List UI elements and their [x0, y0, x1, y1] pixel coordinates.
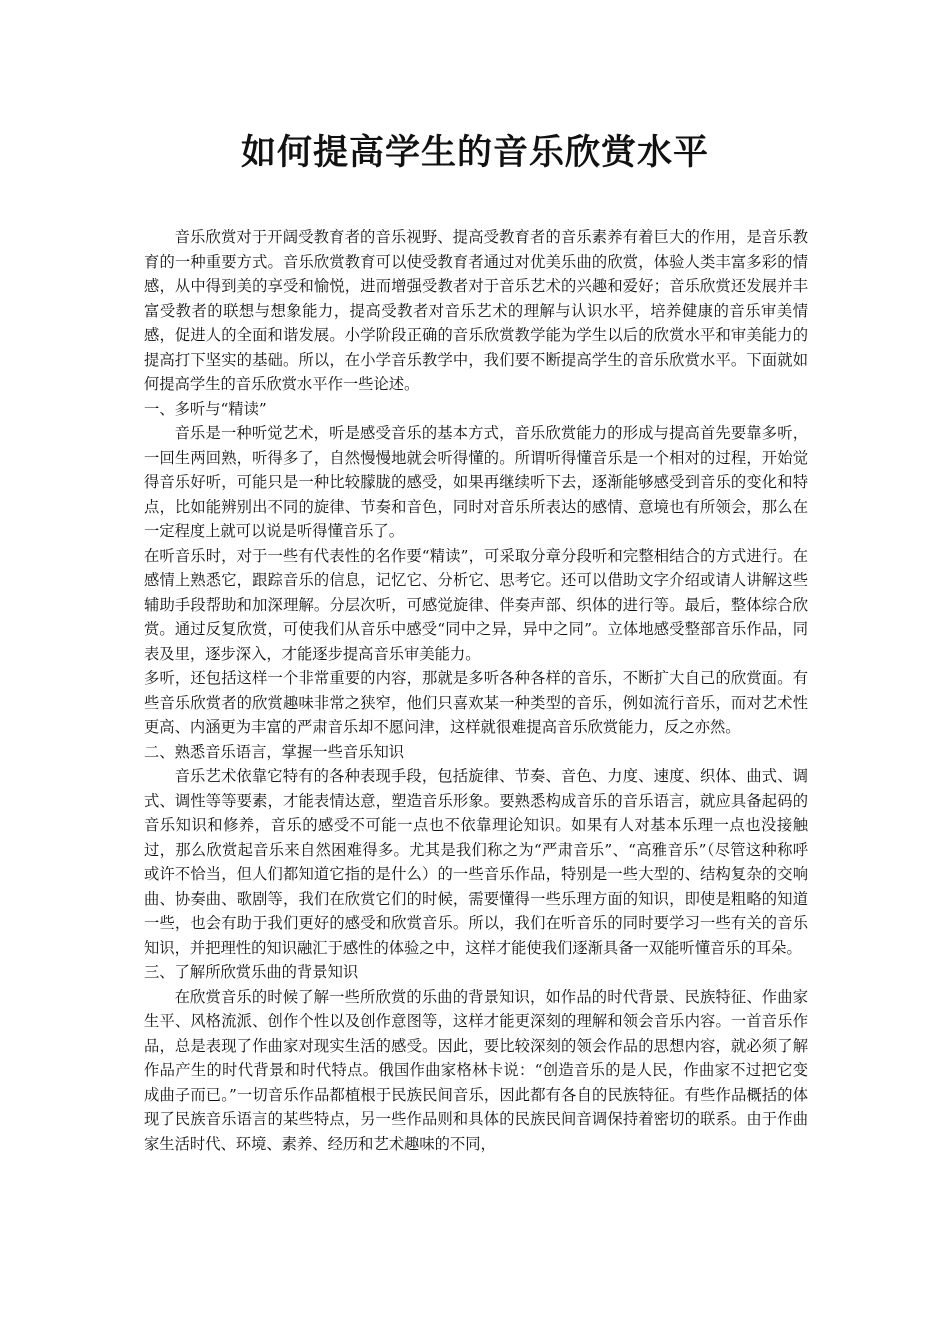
section-3-heading: 三、了解所欣赏乐曲的背景知识: [144, 963, 359, 981]
document-body: [144, 225, 808, 1156]
section-1-paragraph-3: 多听，还包括这样一个非常重要的内容，那就是多听各种各样的音乐，不断扩大自己的欣赏面。有些音乐欣赏者的欣赏趣味非常之狭窄，他们只喜欢某一种类型的音乐，例如流行音乐，而对艺术性更高、内涵更为丰富的严肃音乐却不愿问津，这样就很难提高音乐欣赏能力，反之亦然。: [144, 669, 808, 736]
section-2-paragraph-1: 音乐艺术依靠它特有的各种表现手段，包括旋律、节奏、音色、力度、速度、织体、曲式、调式、调性等等要素，才能表情达意，塑造音乐形象。要熟悉构成音乐的音乐语言，就应具备起码的音乐知识和修养，音乐的感受不可能一点也不依靠理论知识。如果有人对基本乐理一点也没接触过，那么欣赏起音乐来自然困难得多。尤其是我们称之为“严肃音乐”、“高雅音乐”（尽管这种称呼或许不恰当，但人们都知道它指的是什么）的一些音乐作品，特别是一些大型的、结构复杂的交响曲、协奏曲、歌剧等，我们在欣赏它们的时候，需要懂得一些乐理方面的知识，即使是粗略的知道一些，也会有助于我们更好的感受和欣赏音乐。所以，我们在听音乐的同时要学习一些有关的音乐知识，并把理性的知识融汇于感性的体验之中，这样才能使我们逐渐具备一双能听懂音乐的耳朵。: [144, 767, 808, 957]
section-2-heading: 二、熟悉音乐语言，掌握一些音乐知识: [144, 742, 405, 761]
intro-paragraph: 音乐欣赏对于开阔受教育者的音乐视野、提高受教育者的音乐素养有着巨大的作用，是音乐教育的一种重要方式。音乐欣赏教育可以使受教育者通过对优美乐曲的欣赏，体验人类丰富多彩的情感，从中得到美的享受和愉悦，进而增强受教者对于音乐艺术的兴趣和爱好；音乐欣赏还发展并丰富受教者的联想与想象能力，提高受教者对音乐艺术的理解与认识水平，培养健康的音乐审美情感，促进人的全面和谐发展。小学阶段正确的音乐欣赏教学能为学生以后的欣赏水平和审美能力的提高打下坚实的基础。所以，在小学音乐教学中，我们要不断提高学生的音乐欣赏水平。下面就如何提高学生的音乐欣赏水平作一些论述。: [144, 228, 808, 393]
section-1-paragraph-2: 在听音乐时，对于一些有代表性的名作要“精读”，可采取分章分段听和完整相结合的方式进行。在感情上熟悉它，跟踪音乐的信息，记忆它、分析它、思考它。还可以借助文字介绍或请人讲解这些辅助手段帮助和加深理解。分层次听，可感觉旋律、伴奏声部、织体的进行等。最后，整体综合欣赏。通过反复欣赏，可使我们从音乐中感受“同中之异，异中之同”。立体地感受整部音乐作品，同表及里，逐步深入，才能逐步提高音乐审美能力。: [144, 546, 808, 663]
document-title: 如何提高学生的音乐欣赏水平: [240, 132, 709, 173]
section-1-paragraph-1: 音乐是一种听觉艺术，听是感受音乐的基本方式，音乐欣赏能力的形成与提高首先要靠多听，一回生两回熟，听得多了，自然慢慢地就会听得懂的。所谓听得懂音乐是一个相对的过程，开始觉得音乐好听，可能只是一种比较朦胧的感受，如果再继续听下去，逐渐能够感受到音乐的变化和特点，比如能辨别出不同的旋律、节奏和音色，同时对音乐所表达的感情、意境也有所领会，那么在一定程度上就可以说是听得懂音乐了。: [144, 424, 808, 540]
section-1-heading: 一、多听与“精读”: [144, 399, 267, 418]
section-3-paragraph-1: 在欣赏音乐的时候了解一些所欣赏的乐曲的背景知识，如作品的时代背景、民族特征、作曲家生平、风格流派、创作个性以及创作意图等，这样才能更深刻的理解和领会音乐内容。一首音乐作品，总是表现了作曲家对现实生活的感受。因此，要比较深刻的领会作品的思想内容，就必须了解作品产生的时代背景和时代特点。俄国作曲家格林卡说：“创造音乐的是人民，作曲家不过把它变成曲子而已。”一切音乐作品都植根于民族民间音乐，因此都有各自的民族特征。有些作品概括的体现了民族音乐语言的某些特点，另一些作品则和具体的民族民间音调保持着密切的联系。由于作曲家生活时代、环境、素养、经历和艺术趣味的不同，: [144, 987, 808, 1153]
